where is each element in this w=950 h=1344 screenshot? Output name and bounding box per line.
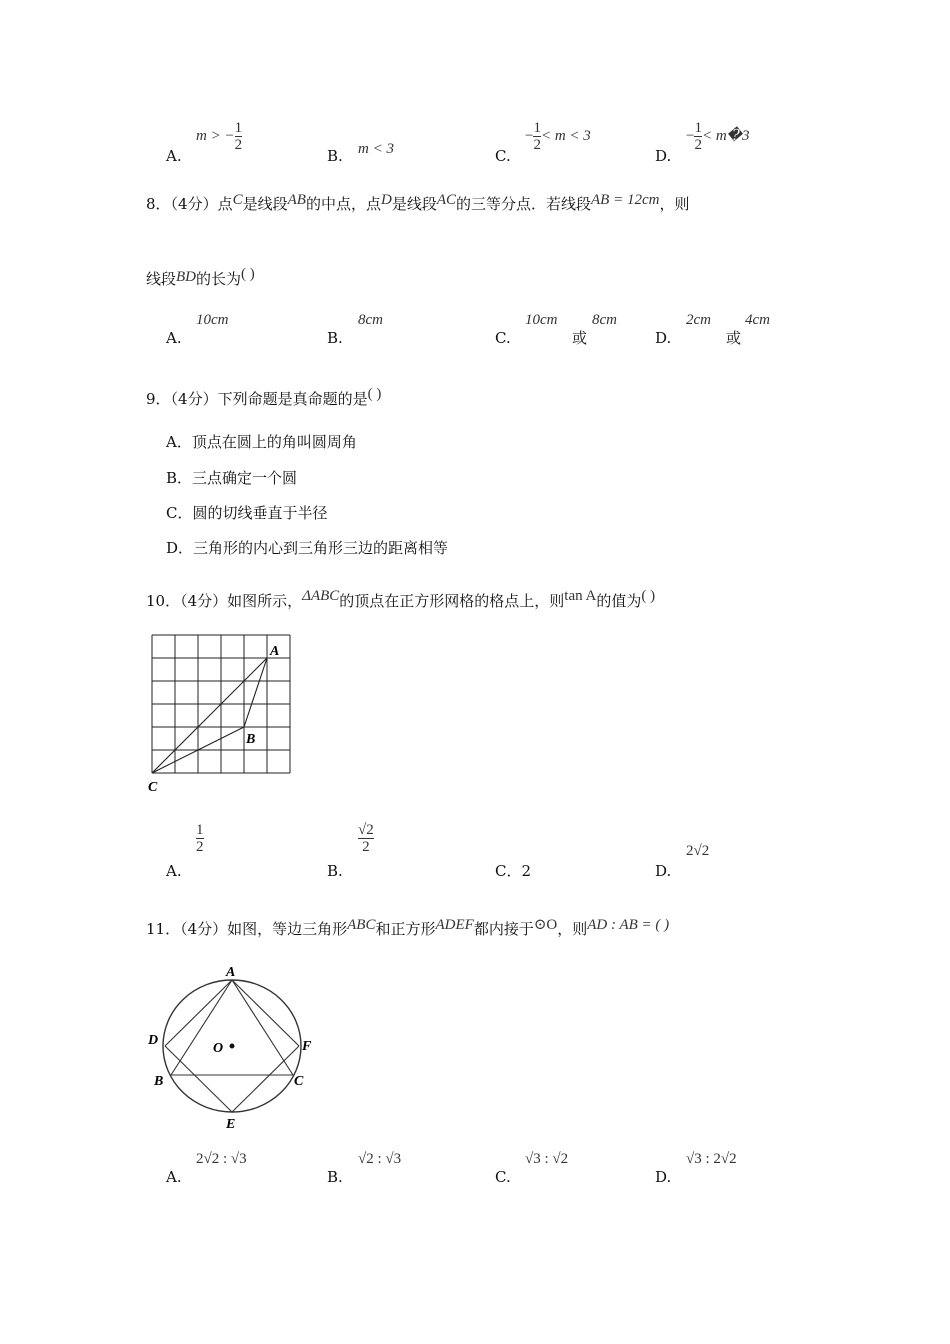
q9-option-d: D．三角形的内心到三角形三边的距离相等 bbox=[166, 539, 449, 557]
q8-option-d-or: 或 bbox=[726, 329, 742, 347]
q11-circle-figure bbox=[140, 958, 320, 1133]
q10-grid-figure bbox=[140, 625, 310, 800]
q10-option-d-value: 2√2 bbox=[686, 843, 710, 859]
q11-option-c-value: √3 : √2 bbox=[525, 1151, 569, 1167]
center-dot bbox=[230, 1044, 235, 1049]
point-f-label: F bbox=[302, 1039, 312, 1054]
q8-option-c-value2: 8cm bbox=[592, 312, 617, 328]
q8-option-d-value1: 2cm bbox=[686, 312, 711, 328]
point-e-label: E bbox=[226, 1117, 236, 1132]
point-a-label: A bbox=[226, 965, 236, 980]
q8-stem: 8．（4分）点C是线段AB的中点，点D是线段AC的三等分点．若线段AB = 12cm，则 bbox=[146, 192, 690, 213]
q10-option-a-fraction: 1 2 bbox=[196, 822, 204, 855]
triangle-abc bbox=[152, 658, 267, 773]
q11-option-b-label: B. bbox=[327, 1168, 343, 1186]
q11-option-a-label: A. bbox=[166, 1168, 182, 1186]
q10-stem: 10．（4分）如图所示，ΔABC的顶点在正方形网格的格点上，则tan A的值为( ) bbox=[146, 588, 656, 610]
q10-option-b-label: B. bbox=[327, 862, 343, 880]
q10-option-c: C．2 bbox=[495, 862, 532, 880]
q7-option-b-label: B. bbox=[327, 147, 343, 165]
q7-option-b-expr: m < 3 bbox=[358, 141, 394, 157]
point-a-label: A bbox=[270, 644, 280, 659]
q7-option-c-label: C. bbox=[495, 147, 511, 165]
point-b-label: B bbox=[246, 732, 256, 747]
q10-option-a-label: A. bbox=[166, 862, 182, 880]
q8-option-d-label: D. bbox=[655, 329, 672, 347]
q8-option-c-value1: 10cm bbox=[525, 312, 558, 328]
q10-option-d-label: D. bbox=[655, 862, 672, 880]
point-c-label: C bbox=[148, 780, 158, 795]
q7-option-c-expr: − $\frac{1}{2}$ < m < 3 bbox=[525, 120, 591, 153]
q7-option-d-label: D. bbox=[655, 147, 672, 165]
q8-option-a-label: A. bbox=[166, 329, 182, 347]
q9-option-a: A．顶点在圆上的角叫圆周角 bbox=[166, 433, 357, 451]
q11-option-d-value: √3 : 2√2 bbox=[686, 1151, 737, 1167]
point-c-label: C bbox=[294, 1074, 304, 1089]
q11-option-b-value: √2 : √3 bbox=[358, 1151, 402, 1167]
q10-option-b-fraction: √2 2 bbox=[358, 822, 374, 855]
q9-stem: 9．（4分）下列命题是真命题的是( ) bbox=[146, 386, 382, 408]
q7-options bbox=[0, 110, 950, 170]
q11-option-c-label: C. bbox=[495, 1168, 511, 1186]
point-o-label: O bbox=[213, 1041, 224, 1056]
q8-option-b-value: 8cm bbox=[358, 312, 383, 328]
q8-option-c-or: 或 bbox=[572, 329, 588, 347]
q7-option-a-expr: m > − $\frac{1}{2}$ bbox=[196, 120, 243, 153]
q9-option-b: B．三点确定一个圆 bbox=[166, 469, 298, 487]
q8-option-b-label: B. bbox=[327, 329, 343, 347]
q7-option-d-expr: − $\frac{1}{2}$ < m�3 bbox=[686, 120, 750, 153]
q11-option-a-value: 2√2 : √3 bbox=[196, 1151, 247, 1167]
q7-option-a-label: A. bbox=[166, 147, 182, 165]
q8-option-a-value: 10cm bbox=[196, 312, 229, 328]
q8-option-d-value2: 4cm bbox=[745, 312, 770, 328]
point-d-label: D bbox=[148, 1033, 159, 1048]
q9-option-c: C．圆的切线垂直于半径 bbox=[166, 504, 328, 522]
q11-option-d-label: D. bbox=[655, 1168, 672, 1186]
q11-stem: 11．（4分）如图，等边三角形ABC和正方形ADEF都内接于⊙O，则AD : AB = ( ) bbox=[146, 917, 670, 938]
q8-stem-line2: 线段BD的长为( ) bbox=[146, 266, 255, 288]
q8-option-c-label: C. bbox=[495, 329, 511, 347]
point-b-label: B bbox=[154, 1074, 164, 1089]
